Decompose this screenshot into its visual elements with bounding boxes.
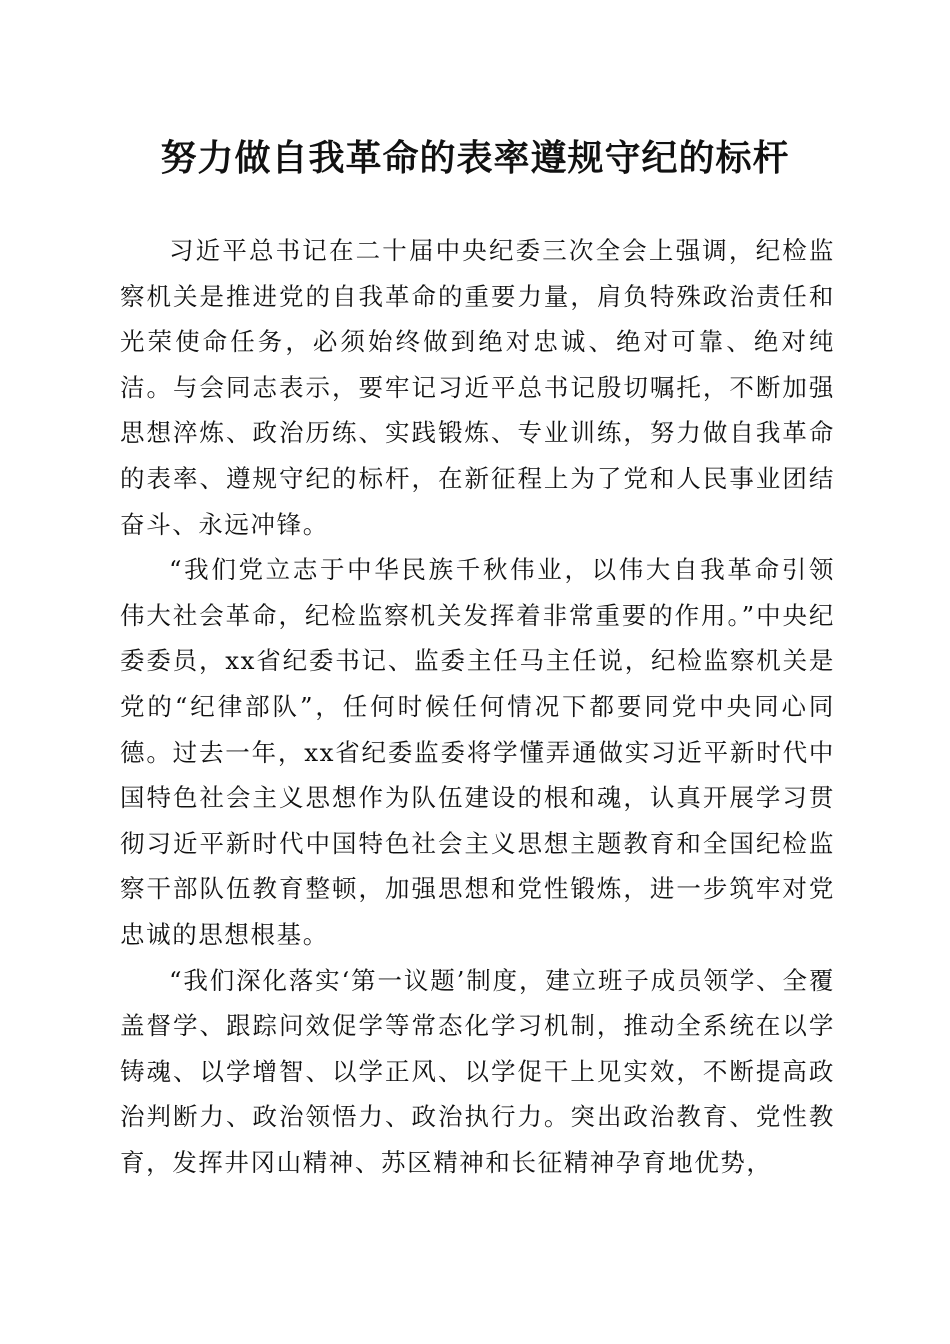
document-title: 努力做自我革命的表率遵规守纪的标杆 [160, 137, 790, 179]
paragraph-2: “我们党立志于中华民族千秋伟业，以伟大自我革命引领伟大社会革命，纪检监察机关发挥着非常重要的作用。”中央纪委委员，xx省纪委书记、监委主任马主任说，纪检监察机关是党的“纪律部队”，任何时候任何情况下都要同党中央同心同德。过去一年，xx省纪委监委将学懂弄通做实习近平新时代中国特色社会主义思想作为队伍建设的根和魂，认真开展学习贯彻习近平新时代中国特色社会主义思想主题教育和全国纪检监察干部队伍教育整顿，加强思想和党性锻炼，进一步筑牢对党忠诚的思想根基。 [120, 555, 835, 949]
document-body [120, 228, 835, 1185]
paragraph-3: “我们深化落实‘第一议题’制度，建立班子成员领学、全覆盖督学、跟踪问效促学等常态化学习机制，推动全系统在以学铸魂、以学增智、以学正风、以学促干上见实效，不断提高政治判断力、政治领悟力、政治执行力。突出政治教育、党性教育，发挥井冈山精神、苏区精神和长征精神孕育地优势， [120, 965, 835, 1177]
paragraph-1: 习近平总书记在二十届中央纪委三次全会上强调，纪检监察机关是推进党的自我革命的重要力量，肩负特殊政治责任和光荣使命任务，必须始终做到绝对忠诚、绝对可靠、绝对纯洁。与会同志表示，要牢记习近平总书记殷切嘱托，不断加强思想淬炼、政治历练、实践锻炼、专业训练，努力做自我革命的表率、遵规守纪的标杆，在新征程上为了党和人民事业团结奋斗、永远冲锋。 [120, 236, 835, 539]
